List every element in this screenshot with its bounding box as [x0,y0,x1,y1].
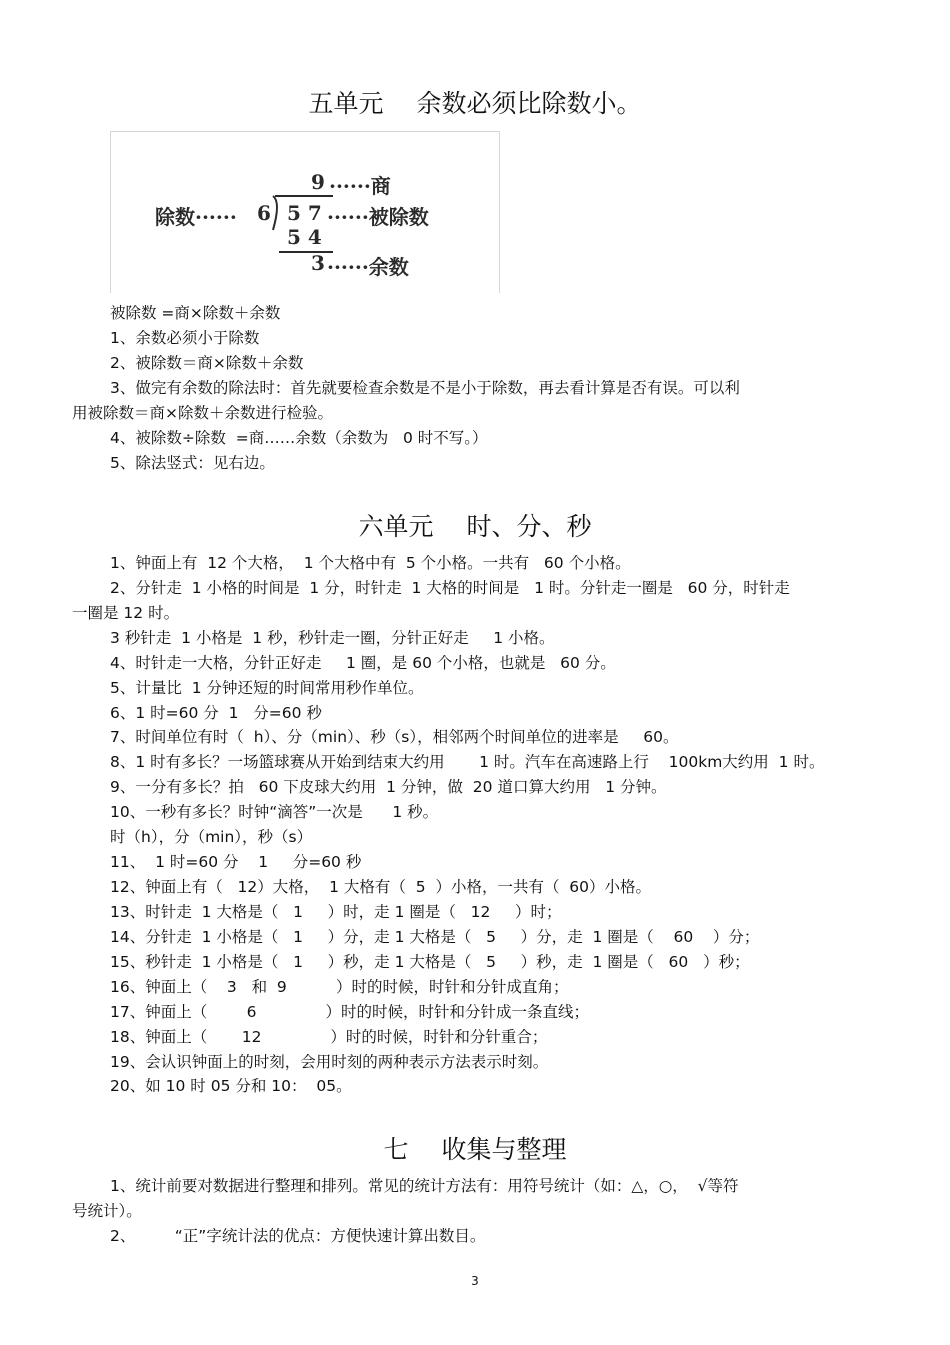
s5-line-1: 1、余数必须小于除数 [110,329,260,347]
diagram-remainder-label: ······余数 [327,255,409,279]
s5-line-0: 被除数 =商×除数＋余数 [110,304,281,322]
section7-heading: 七 收集与整理 [383,1135,567,1164]
s5-line-6: 5、除法竖式：见右边。 [110,454,275,472]
s6-line-4: 4、时针走一大格，分针正好走 1 圈，是 60 个小格，也就是 60 分。 [110,654,616,672]
s6-line-15: 14、分针走 1 小格是（ 1 ）分，走 1 大格是（ 5 ）分，走 1 圈是（ 60 ）分； [110,928,760,946]
diagram-dividend: 5 7 [287,201,322,225]
s6-line-12: 11、 1 时=60 分 1 分=60 秒 [110,853,362,871]
s6-line-18: 17、钟面上（ 6 ）时的时候，时针和分针成一条直线； [110,1003,589,1021]
diagram-dividend-label: ······被除数 [327,205,429,229]
s7-line-1: 号统计）。 [72,1202,142,1220]
s6-line-10: 10、一秒有多长？时钟“滴答”一次是 1 秒。 [110,803,439,821]
diagram-remainder: 3 [311,251,325,275]
s6-line-7: 7、时间单位有时（ h）、分（min）、秒（s），相邻两个时间单位的进率是 60。 [110,728,679,746]
s6-line-21: 20、如 10 时 05 分和 10： 05。 [110,1077,352,1095]
s6-line-2: 一圈是 12 时。 [72,604,180,622]
s7-line-0: 1、统计前要对数据进行整理和排列。常见的统计方法有：用符号统计（如：△，○， √等符 [110,1177,739,1195]
s6-line-1: 2、分针走 1 小格的时间是 1 分，时针走 1 大格的时间是 1 时。分针走一圈是 60 分，时针走 [110,579,790,597]
s6-line-19: 18、钟面上（ 12 ）时的时候，时针和分针重合； [110,1028,548,1046]
section6-heading: 六单元 时、分、秒 [358,512,592,541]
diagram-quotient-label: ······商 [329,174,391,198]
s6-line-8: 8、1 时有多长？一场篮球赛从开始到结束大约用 1 时。汽车在高速路上行 100km大约用 1 时。 [110,753,825,771]
s6-line-16: 15、秒针走 1 小格是（ 1 ）秒，走 1 大格是（ 5 ）秒，走 1 圈是（ 60 ）秒； [110,953,750,971]
s6-line-0: 1、钟面上有 12 个大格， 1 个大格中有 5 个小格。一共有 60 个小格。 [110,554,631,572]
diagram-quotient: 9 [311,170,325,194]
division-diagram [110,131,500,293]
s5-line-4: 用被除数＝商×除数＋余数进行检验。 [72,404,333,422]
diagram-divisor: 6 [257,201,271,225]
s6-line-5: 5、计量比 1 分钟还短的时间常用秒作单位。 [110,679,424,697]
s6-line-14: 13、时针走 1 大格是（ 1 ）时，走 1 圈是（ 12 ）时； [110,903,562,921]
s5-line-3: 3、做完有余数的除法时：首先就要检查余数是不是小于除数，再去看计算是否有误。可以利 [110,379,740,397]
s6-line-20: 19、会认识钟面上的时刻，会用时刻的两种表示方法表示时刻。 [110,1053,549,1071]
s6-line-13: 12、钟面上有（ 12）大格， 1 大格有（ 5 ）小格，一共有（ 60）小格。 [110,878,652,896]
s5-line-5: 4、被除数÷除数 =商……余数（余数为 0 时不写。） [110,429,488,447]
s6-line-17: 16、钟面上（ 3 和 9 ）时的时候，时针和分针成直角； [110,978,569,996]
s6-line-3: 3 秒针走 1 小格是 1 秒，秒针走一圈，分针正好走 1 小格。 [110,629,555,647]
s6-line-11: 时（h），分（min），秒（s） [110,828,313,846]
section5-heading: 五单元 余数必须比除数小。 [308,89,642,118]
page-number: 3 [471,1274,479,1288]
s6-line-9: 9、一分有多长？拍 60 下皮球大约用 1 分钟，做 20 道口算大约用 1 分钟。 [110,778,667,796]
s7-line-2: 2、 “正”字统计法的优点：方便快速计算出数目。 [110,1227,486,1245]
s6-line-6: 6、1 时=60 分 1 分=60 秒 [110,704,322,722]
diagram-divisor-label: 除数······ [155,205,237,229]
diagram-product: 5 4 [287,225,322,249]
s5-line-2: 2、被除数＝商×除数＋余数 [110,354,304,372]
